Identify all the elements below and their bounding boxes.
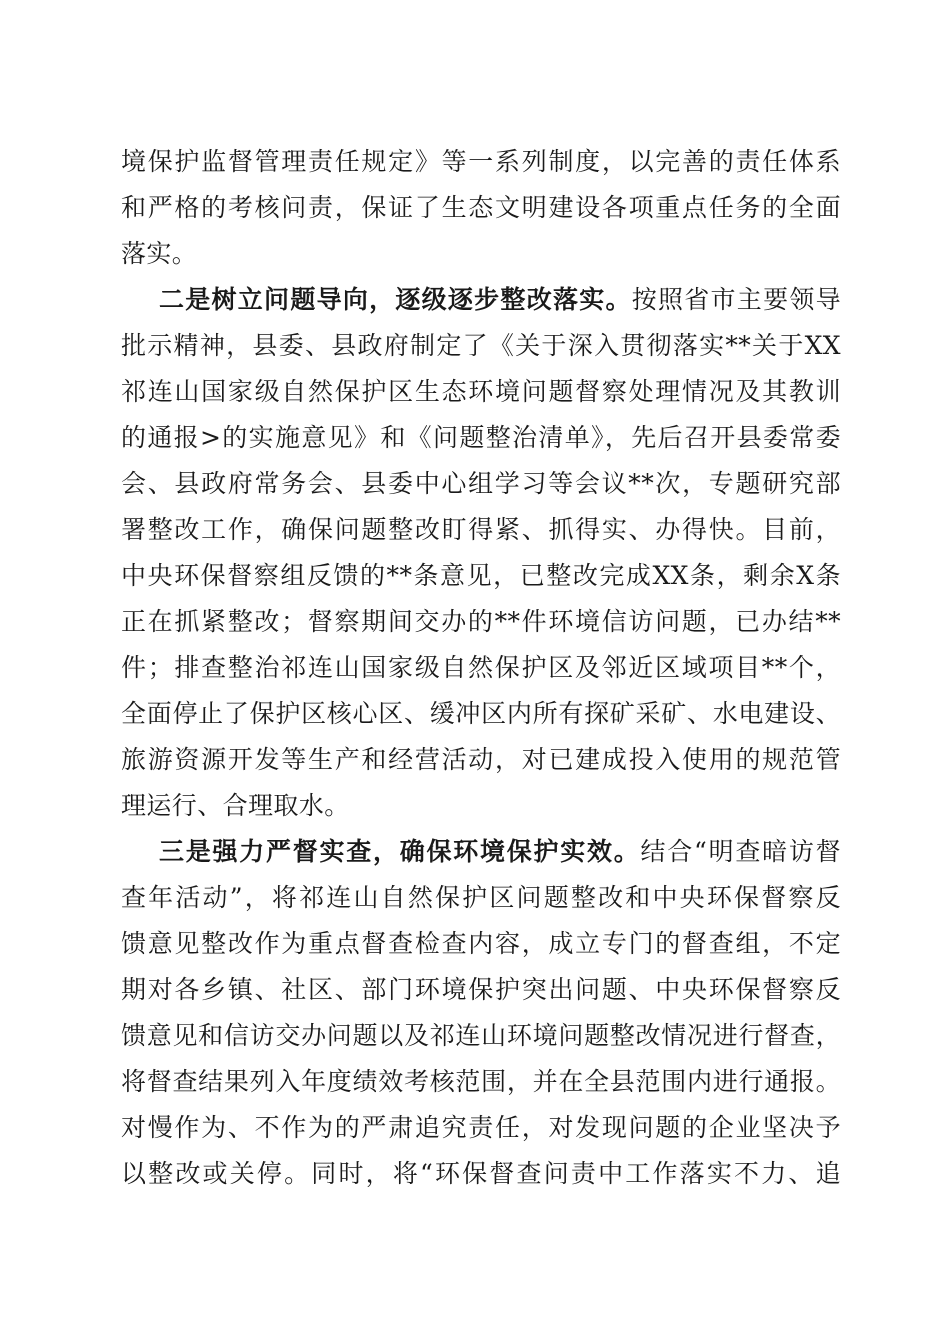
text-line: 落实。 [121,239,198,268]
text-line: 中央环保督察组反馈的**条意见，已整改完成XX条，剩余X条 [121,561,841,590]
text-line: 批示精神，县委、县政府制定了《关于深入贯彻落实**关于XX [121,331,841,360]
text-line: 和严格的考核问责，保证了生态文明建设各项重点任务的全面 [121,193,841,222]
text-line: 全面停止了保护区核心区、缓冲区内所有探矿采矿、水电建设、 [121,699,841,728]
paragraph-heading: 三是强力严督实查，确保环境保护实效。 [159,837,641,866]
text-line: 查年活动”，将祁连山自然保护区问题整改和中央环保督察反 [121,883,841,912]
text-line: 境保护监督管理责任规定》等一系列制度，以完善的责任体系 [121,147,841,176]
paragraph-heading: 二是树立问题导向，逐级逐步整改落实。 [159,285,632,314]
text-line: 将督查结果列入年度绩效考核范围，并在全县范围内进行通报。 [121,1067,841,1096]
paragraph-first-line [159,285,841,317]
paragraph-first-line [159,837,841,869]
text-line: 馈意见整改作为重点督查检查内容，成立专门的督查组，不定 [121,929,841,958]
text-line: 旅游资源开发等生产和经营活动，对已建成投入使用的规范管 [121,745,841,774]
text-span: 结合“明查暗访督 [640,837,841,866]
text-line: 署整改工作，确保问题整改盯得紧、抓得实、办得快。目前， [121,515,841,544]
text-line: 祁连山国家级自然保护区生态环境问题督察处理情况及其教训 [121,377,841,406]
text-line: 正在抓紧整改；督察期间交办的**件环境信访问题，已办结** [121,607,841,636]
text-line: 的通报>的实施意见》和《问题整治清单》，先后召开县委常委 [121,423,841,452]
text-line: 理运行、合理取水。 [121,791,350,820]
text-line: 以整改或关停。同时，将“环保督查问责中工作落实不力、追 [121,1159,841,1188]
text-line: 对慢作为、不作为的严肃追究责任，对发现问题的企业坚决予 [121,1113,841,1142]
text-line: 件；排查整治祁连山国家级自然保护区及邻近区域项目**个， [121,653,841,682]
text-line: 期对各乡镇、社区、部门环境保护突出问题、中央环保督察反 [121,975,841,1004]
text-span: 按照省市主要领导 [631,285,841,314]
text-line: 馈意见和信访交办问题以及祁连山环境问题整改情况进行督查， [121,1021,841,1050]
text-line: 会、县政府常务会、县委中心组学习等会议**次，专题研究部 [121,469,841,498]
